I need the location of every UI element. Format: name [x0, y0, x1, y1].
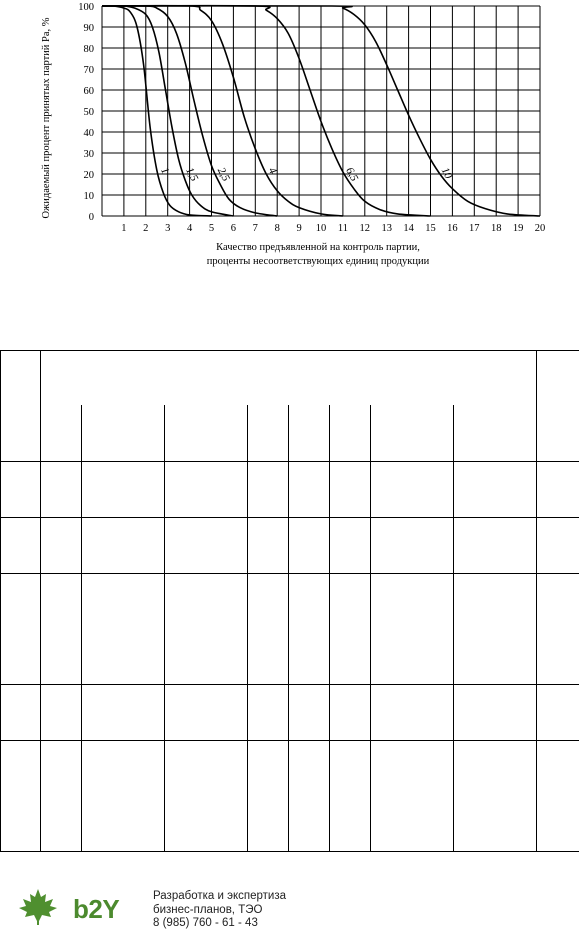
brand-contact	[153, 890, 286, 931]
y-tick-label: 90	[83, 23, 94, 34]
y-tick-label: 40	[83, 128, 94, 139]
curve-labels	[158, 166, 455, 184]
y-tick-label: 30	[83, 149, 94, 160]
x-tick-label: 16	[447, 223, 458, 234]
brand-logo: b2Y	[73, 894, 120, 924]
x-tick-label: 19	[512, 223, 524, 234]
oc-curves-chart	[0, 0, 579, 290]
x-tick-label: 15	[425, 223, 436, 234]
y-tick-label: 60	[83, 86, 94, 97]
maple-leaf-icon	[18, 888, 58, 926]
x-tick-label: 8	[274, 223, 280, 234]
x-tick-label: 6	[230, 223, 237, 234]
curve-label: 2,5	[214, 165, 232, 184]
x-tick-label: 17	[469, 223, 480, 234]
brand-phone: 8 (985) 760 - 61 - 43	[153, 917, 258, 929]
empty-table-grid	[0, 350, 579, 852]
x-tick-label: 2	[143, 223, 149, 234]
curve-label: 1	[158, 165, 172, 177]
x-tick-label: 20	[534, 223, 546, 234]
x-tick-label: 3	[165, 223, 171, 234]
curve-label: 10	[438, 165, 455, 181]
y-tick-label: 80	[83, 44, 94, 55]
x-tick-label: 5	[208, 223, 215, 234]
x-tick-label: 9	[296, 223, 302, 234]
y-tick-label: 50	[83, 107, 94, 118]
x-tick-label: 18	[490, 223, 502, 234]
x-axis-label-line1: Качество предъявленной на контроль партии,	[216, 242, 420, 253]
chart-grid	[102, 6, 540, 216]
y-tick-label: 100	[78, 2, 94, 13]
x-tick-label: 1	[121, 223, 127, 234]
x-tick-label: 4	[186, 223, 193, 234]
x-tick-label: 11	[337, 223, 348, 234]
y-tick-label: 0	[88, 212, 94, 223]
brand-line-services: Разработка и экспертиза	[153, 890, 287, 902]
y-axis-label: Ожидаемый процент принятых партий Pa, %	[41, 17, 52, 219]
y-tick-label: 70	[83, 65, 94, 76]
x-tick-label: 12	[359, 223, 371, 234]
x-tick-label: 13	[381, 223, 392, 234]
footer-banner	[0, 880, 579, 932]
y-tick-labels	[78, 2, 94, 223]
x-tick-label: 10	[315, 223, 327, 234]
x-tick-labels	[121, 223, 545, 234]
y-tick-label: 10	[83, 191, 94, 202]
x-tick-label: 14	[403, 223, 414, 234]
y-tick-label: 20	[83, 170, 94, 181]
x-axis-label-line2: проценты несоответствующих единиц продукции	[206, 256, 430, 267]
curve-label: 6,5	[343, 165, 361, 184]
x-tick-label: 7	[252, 223, 258, 234]
curve-label: 4	[265, 165, 279, 177]
brand-line-services-2: бизнес-планов, ТЭО	[153, 903, 263, 916]
curve-label: 1,5	[183, 165, 201, 184]
